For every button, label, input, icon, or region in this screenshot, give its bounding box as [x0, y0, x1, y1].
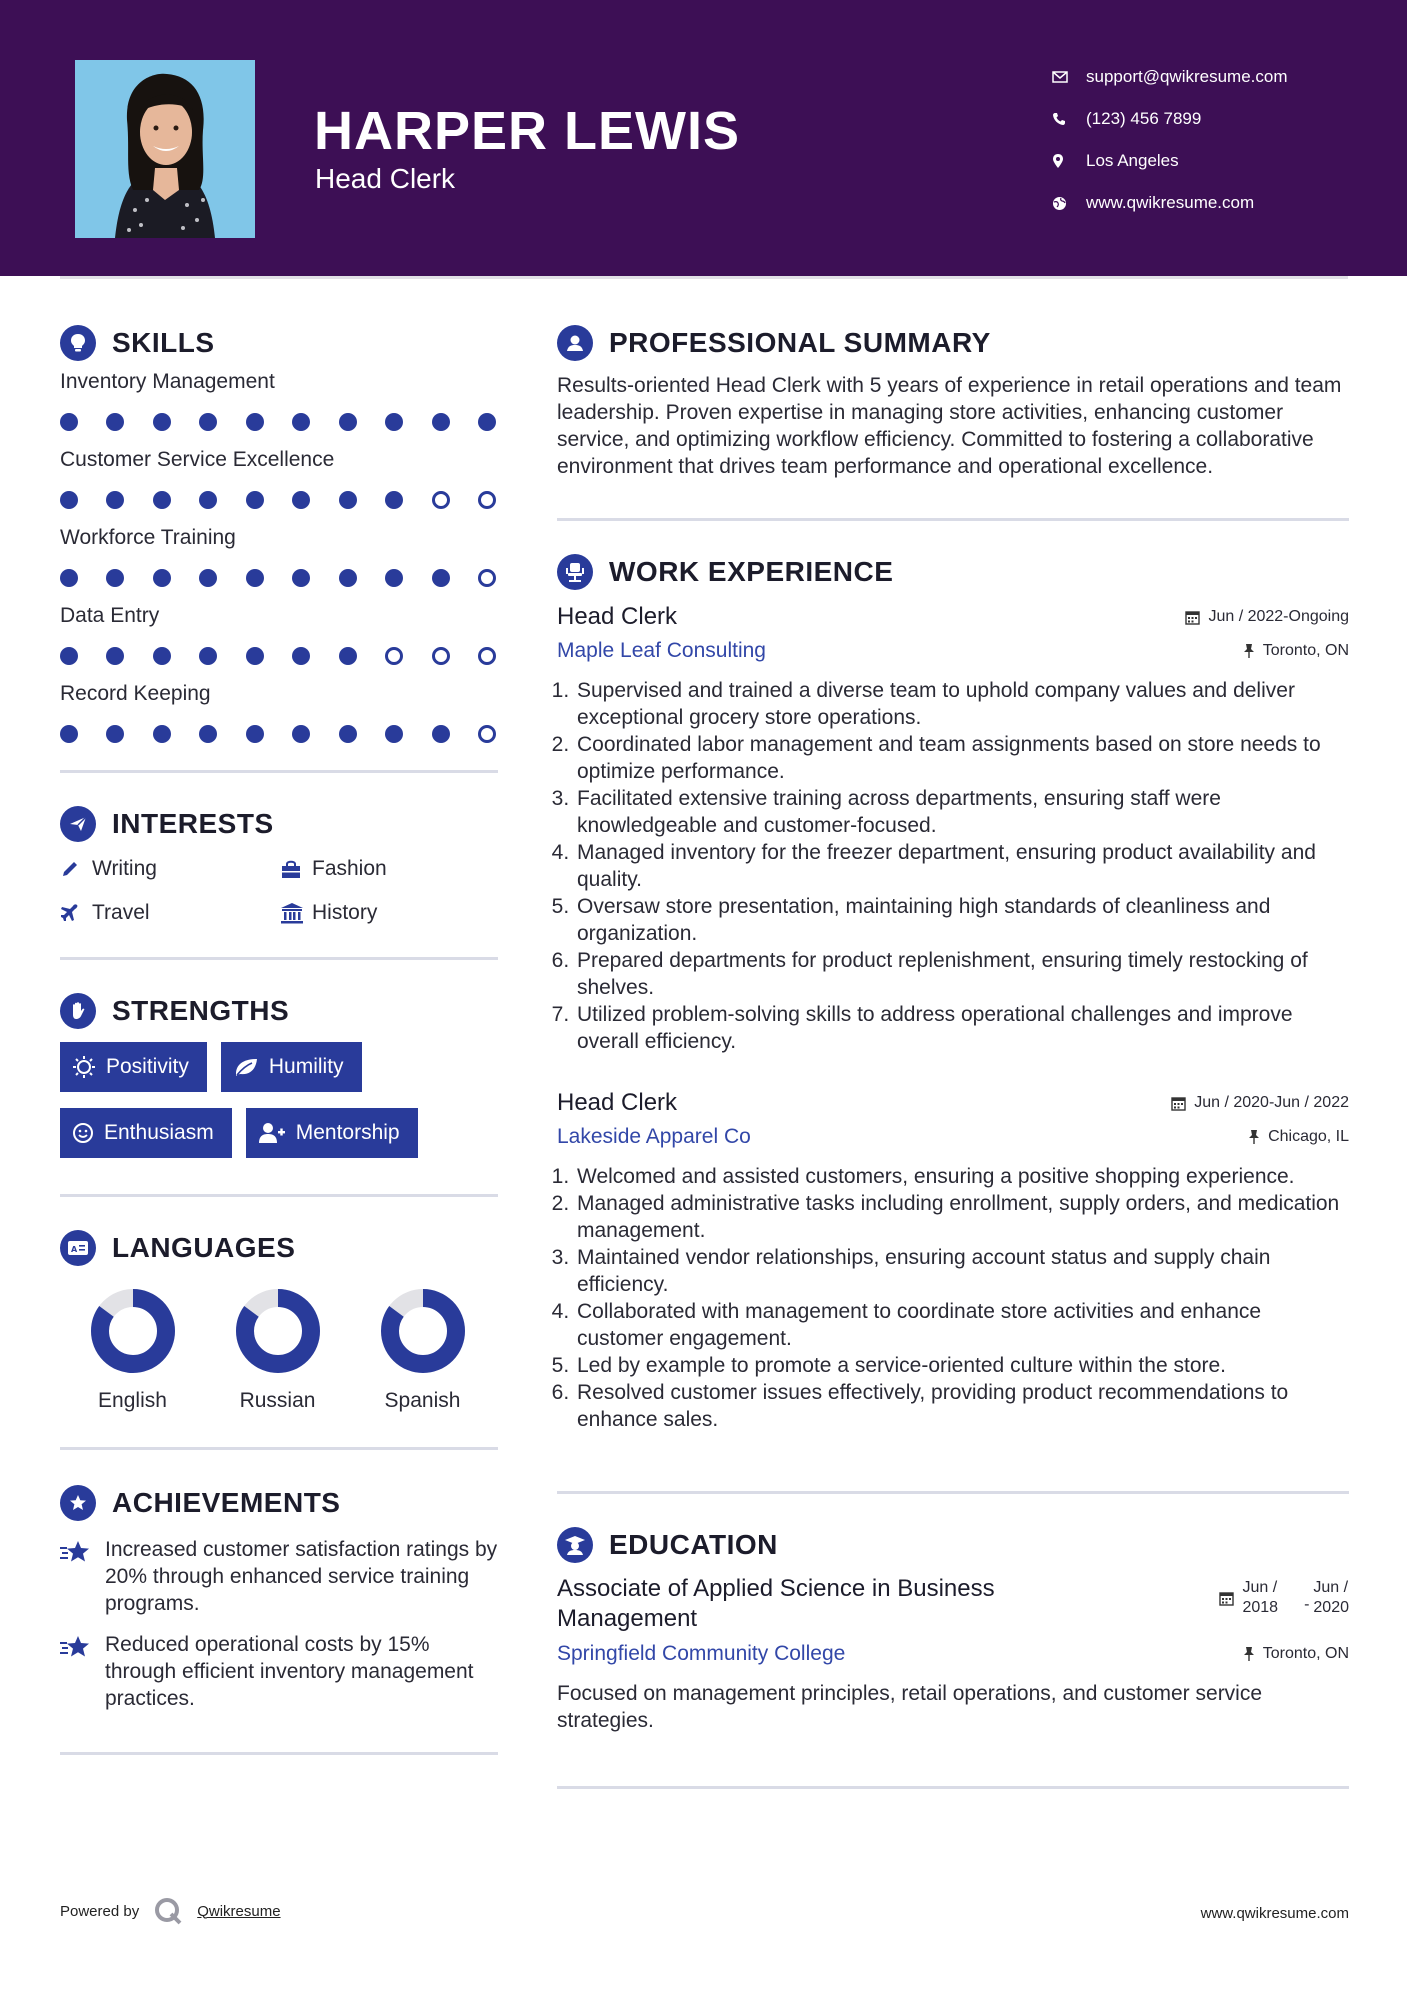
contact-location [1050, 140, 1288, 182]
education-end-year: 2020 [1313, 1599, 1349, 1616]
rating-dot-filled [385, 725, 403, 743]
rating-dot-filled [339, 725, 357, 743]
rating-dot-filled [153, 413, 171, 431]
contact-website-text: www.qwikresume.com [1086, 193, 1255, 212]
rating-dot-filled [199, 569, 217, 587]
interest-label: History [312, 901, 378, 924]
phone-icon [1050, 112, 1086, 126]
contact-email-text: support@qwikresume.com [1086, 67, 1288, 86]
rating-dot-filled [246, 647, 264, 665]
powered-by-text: Powered by [60, 1902, 140, 1920]
education-date-separator: - [1304, 1596, 1310, 1613]
school-name: Springfield Community College [557, 1642, 846, 1665]
envelope-icon [1050, 71, 1086, 83]
education-start-month: Jun / [1242, 1579, 1278, 1596]
experience-title: WORK EXPERIENCE [609, 556, 894, 587]
rating-dot-filled [432, 725, 450, 743]
rating-dot-filled [292, 647, 310, 665]
skill-name: Data Entry [60, 604, 160, 627]
star-icon [60, 1631, 105, 1712]
skill-rating [60, 478, 498, 522]
map-pin-icon [1050, 153, 1086, 169]
section-divider [557, 1491, 1349, 1494]
strength-label: Humility [268, 1055, 344, 1078]
strength-tag [60, 1042, 207, 1092]
shopping-bag-icon [280, 859, 312, 879]
rating-dot-filled [60, 413, 78, 431]
job-location [1243, 642, 1349, 660]
rating-dot-filled [199, 725, 217, 743]
rating-dot-filled [292, 569, 310, 587]
achievement-item [60, 1631, 498, 1712]
interest-label: Writing [92, 857, 157, 880]
leaf-icon [233, 1057, 259, 1077]
brand-link[interactable]: Qwikresume [197, 1902, 281, 1920]
rating-dot-filled [60, 491, 78, 509]
job-date [1185, 608, 1349, 626]
education-end [1313, 1578, 1349, 1618]
achievements-title: ACHIEVEMENTS [112, 1487, 341, 1518]
achievement-text: Increased customer satisfaction ratings by 20% through enhanced service training programs. [105, 1538, 498, 1615]
interests-heading [60, 801, 498, 847]
interest-item [60, 897, 280, 929]
skill-rating [60, 712, 498, 756]
skills-title: SKILLS [112, 327, 215, 358]
rating-dot-filled [60, 725, 78, 743]
user-icon [557, 325, 593, 361]
rating-dot-filled [339, 647, 357, 665]
job-bullet: 7. Utilized problem-solving skills to address operational challenges and improve overall efficiency. [575, 1001, 1349, 1055]
job-company: Lakeside Apparel Co [557, 1125, 751, 1148]
header-divider [60, 276, 1348, 279]
section-divider [60, 770, 498, 773]
interest-item [280, 897, 480, 929]
job-bullet: 1. Supervised and trained a diverse team to uphold company values and deliver exceptional grocery store operations. [575, 677, 1349, 731]
section-divider [60, 1194, 498, 1197]
rating-dot-filled [385, 413, 403, 431]
rating-dot-filled [385, 569, 403, 587]
job-bullet: 4. Managed inventory for the freezer department, ensuring product availability and quality. [575, 839, 1349, 893]
job-bullet: 6. Prepared departments for product replenishment, ensuring timely restocking of shelves. [575, 947, 1349, 1001]
rating-dot-filled [106, 725, 124, 743]
summary-heading [557, 320, 1349, 366]
pushpin-icon [1248, 1129, 1260, 1145]
language-level-ring [379, 1287, 467, 1375]
strength-tag [221, 1042, 362, 1092]
section-divider [557, 518, 1349, 521]
contact-list [1050, 56, 1288, 224]
strengths-heading [60, 988, 498, 1034]
strengths-list [60, 1042, 480, 1158]
star-icon [60, 1536, 105, 1617]
calendar-icon [1171, 1096, 1186, 1111]
skill-name: Record Keeping [60, 682, 211, 705]
rating-dot-filled [106, 413, 124, 431]
summary-title: PROFESSIONAL SUMMARY [609, 327, 991, 358]
job-bullet: 6. Resolved customer issues effectively, providing product recommendations to enhance sales. [575, 1379, 1349, 1433]
interest-label: Travel [92, 901, 150, 924]
languages-heading [60, 1225, 498, 1271]
achievement-text: Reduced operational costs by 15% through efficient inventory management practices. [105, 1633, 474, 1710]
language-name: English [98, 1389, 167, 1412]
summary-text: Results-oriented Head Clerk with 5 years of experience in retail operations and team leadership. Proven expertise in managing store activities, enhancing customer service, and optimizing workflow efficiency. Committed to fostering a collaborative environment that drives team performance and operational excellence. [557, 374, 1342, 478]
rating-dot-filled [292, 725, 310, 743]
skill-name: Workforce Training [60, 526, 236, 549]
rating-dot-filled [292, 413, 310, 431]
hand-icon [60, 993, 96, 1029]
education-location [1243, 1645, 1349, 1663]
skills-list [60, 370, 498, 756]
smile-icon [72, 1122, 94, 1144]
education-start [1242, 1578, 1278, 1618]
rating-dot-empty [478, 569, 496, 587]
education-entry [557, 1574, 1349, 1734]
rating-dot-filled [385, 491, 403, 509]
education-text: Focused on management principles, retail operations, and customer service strategies. [557, 1682, 1263, 1732]
job-bullet: 3. Maintained vendor relationships, ensuring account status and supply chain efficiency. [575, 1244, 1349, 1298]
job-bullets [557, 1163, 1349, 1433]
job-entry [557, 1089, 1349, 1433]
job-date-text: Jun / 2022-Ongoing [1208, 608, 1349, 625]
job-company: Maple Leaf Consulting [557, 639, 766, 662]
job-bullet: 1. Welcomed and assisted customers, ensuring a positive shopping experience. [575, 1163, 1349, 1190]
job-location-text: Chicago, IL [1268, 1128, 1349, 1145]
job-location-text: Toronto, ON [1262, 642, 1349, 659]
calendar-icon [1185, 610, 1200, 625]
languages-list [60, 1287, 498, 1413]
rating-dot-filled [292, 491, 310, 509]
calendar-icon [1219, 1591, 1234, 1606]
rating-dot-filled [432, 569, 450, 587]
job-bullet: 5. Led by example to promote a service-oriented culture within the store. [575, 1352, 1349, 1379]
rating-dot-empty [478, 647, 496, 665]
rating-dot-filled [246, 569, 264, 587]
contact-location-text: Los Angeles [1086, 151, 1179, 170]
qwikresume-logo-icon [153, 1896, 183, 1926]
language-name: Spanish [384, 1389, 461, 1412]
rating-dot-empty [478, 725, 496, 743]
rating-dot-empty [478, 491, 496, 509]
experience-heading [557, 549, 1349, 595]
rating-dot-filled [199, 413, 217, 431]
rating-dot-filled [199, 647, 217, 665]
star-badge-icon [60, 1485, 96, 1521]
education-start-year: 2018 [1242, 1599, 1279, 1616]
job-bullet: 2. Managed administrative tasks including enrollment, supply orders, and medication management. [575, 1190, 1349, 1244]
language-item [205, 1287, 350, 1413]
rating-dot-filled [246, 491, 264, 509]
rating-dot-filled [432, 413, 450, 431]
job-role: Head Clerk [557, 1089, 678, 1116]
section-divider [60, 1447, 498, 1450]
strength-tag [60, 1108, 232, 1158]
sun-icon [72, 1055, 96, 1079]
job-date [1171, 1094, 1349, 1112]
education-end-month: Jun / [1313, 1579, 1349, 1596]
languages-title: LANGUAGES [112, 1232, 296, 1263]
strengths-title: STRENGTHS [112, 995, 290, 1026]
globe-icon [1050, 196, 1086, 211]
rating-dot-filled [246, 725, 264, 743]
rating-dot-filled [106, 491, 124, 509]
job-date-text: Jun / 2020-Jun / 2022 [1194, 1094, 1349, 1111]
language-item [350, 1287, 495, 1413]
plane-icon [60, 903, 92, 923]
left-column [60, 320, 498, 1755]
strength-label: Mentorship [295, 1121, 400, 1144]
job-bullet: 2. Coordinated labor management and team assignments based on store needs to optimize performance. [575, 731, 1349, 785]
education-title: EDUCATION [609, 1529, 778, 1560]
office-chair-icon [557, 554, 593, 590]
rating-dot-filled [153, 725, 171, 743]
skill-rating [60, 634, 498, 678]
rating-dot-filled [153, 647, 171, 665]
job-bullet: 4. Collaborated with management to coordinate store activities and enhance customer engagement. [575, 1298, 1349, 1352]
interest-item [280, 853, 480, 885]
contact-phone-text: (123) 456 7899 [1086, 109, 1202, 128]
language-name: Russian [239, 1389, 316, 1412]
skills-heading [60, 320, 498, 366]
profile-photo [75, 60, 255, 238]
job-bullets [557, 677, 1349, 1055]
rating-dot-empty [385, 647, 403, 665]
contact-phone[interactable] [1050, 98, 1288, 140]
rating-dot-filled [60, 647, 78, 665]
pushpin-icon [1243, 643, 1255, 659]
strength-tag [246, 1108, 418, 1158]
rating-dot-filled [153, 491, 171, 509]
contact-website[interactable] [1050, 182, 1288, 224]
job-bullet: 3. Facilitated extensive training across departments, ensuring staff were knowledgeable and customer-focused. [575, 785, 1349, 839]
education-heading [557, 1522, 1349, 1568]
achievement-item [60, 1536, 498, 1617]
strength-label: Enthusiasm [104, 1121, 214, 1144]
svg-text:A: A [71, 1245, 78, 1254]
rating-dot-filled [60, 569, 78, 587]
candidate-name: HARPER LEWIS [314, 101, 741, 161]
job-location [1248, 1128, 1349, 1146]
education-date [1219, 1578, 1349, 1618]
lightbulb-icon [60, 325, 96, 361]
language-level-ring [89, 1287, 177, 1375]
rating-dot-filled [106, 647, 124, 665]
resume-header [0, 0, 1407, 276]
interests-title: INTERESTS [112, 808, 274, 839]
achievements-heading [60, 1480, 498, 1526]
contact-email[interactable] [1050, 56, 1288, 98]
education-location-text: Toronto, ON [1262, 1645, 1349, 1662]
graduate-icon [557, 1527, 593, 1563]
strength-label: Positivity [106, 1055, 189, 1078]
interests-list [60, 853, 498, 929]
language-level-ring [234, 1287, 322, 1375]
rating-dot-filled [106, 569, 124, 587]
rating-dot-empty [432, 647, 450, 665]
footer-branding [60, 1896, 281, 1926]
rating-dot-filled [339, 569, 357, 587]
rating-dot-filled [339, 413, 357, 431]
job-entry [557, 603, 1349, 1055]
pushpin-icon [1243, 1646, 1255, 1662]
interest-label: Fashion [312, 857, 387, 880]
language-item [60, 1287, 205, 1413]
rating-dot-filled [478, 413, 496, 431]
pencil-icon [60, 859, 92, 879]
skill-rating [60, 556, 498, 600]
job-role: Head Clerk [557, 603, 678, 630]
rating-dot-filled [246, 413, 264, 431]
candidate-title: Head Clerk [315, 163, 456, 194]
paper-plane-icon [60, 806, 96, 842]
skill-name: Customer Service Excellence [60, 448, 335, 471]
degree-name: Associate of Applied Science in Business Management [557, 1575, 995, 1632]
skill-rating [60, 400, 498, 444]
language-card-icon [60, 1230, 96, 1266]
job-bullet: 5. Oversaw store presentation, maintaining high standards of cleanliness and organization. [575, 893, 1349, 947]
section-divider [60, 1752, 498, 1755]
user-plus-icon [258, 1122, 286, 1144]
interest-item [60, 853, 280, 885]
rating-dot-filled [199, 491, 217, 509]
rating-dot-empty [432, 491, 450, 509]
section-divider [557, 1786, 1349, 1789]
section-divider [60, 957, 498, 960]
footer-url[interactable]: www.qwikresume.com [1200, 1905, 1349, 1922]
skill-name: Inventory Management [60, 370, 275, 393]
right-column [557, 320, 1349, 1789]
landmark-icon [280, 902, 312, 924]
rating-dot-filled [339, 491, 357, 509]
rating-dot-filled [153, 569, 171, 587]
